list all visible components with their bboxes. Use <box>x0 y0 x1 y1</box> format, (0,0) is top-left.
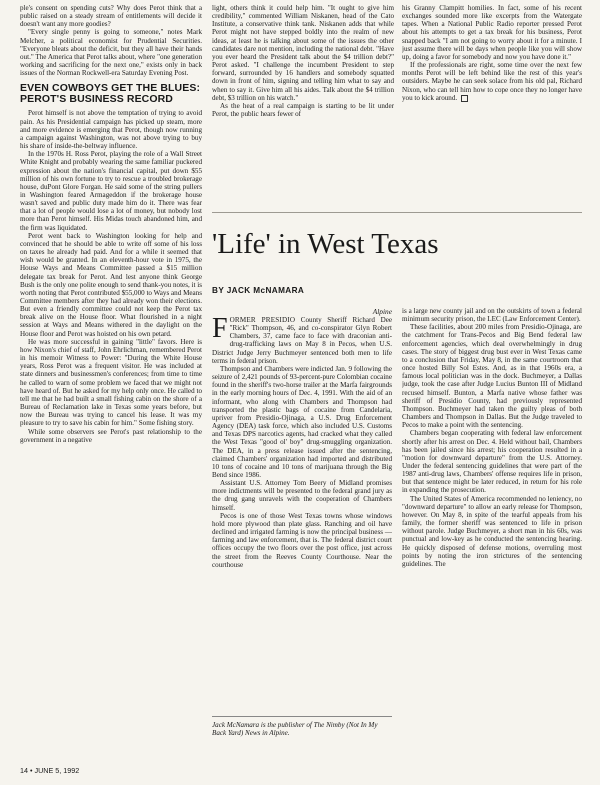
col5-para-0: is a large new county jail and on the outskirts of town a federal minimum security prison, the LEC (Law Enforcement Center). <box>402 307 582 324</box>
col1-para-3: In the 1970s H. Ross Perot, playing the role of a Wall Street White Knight and probably wearing the same familiar puckered expression about the nation's financial capital, put down $55 million of his own fortune to try to rescue a troubled brokerage house, duPont Glore Forgan. He said some of the string pullers in Washington feared Armageddon if the brokerage house wasn't saved and public duty made him do it. There was fear that a lot of people would lose a lot of money, but nobody lost more than Perot himself. His Midas touch abandoned him, and the firm was liquidated. <box>20 150 202 232</box>
col1-para-5: He was more successful in gaining "little" favors. Here is how Nixon's chief of staff, John Ehrlichman, remembered Perot in his memoir Witness to Power: "During the White House years, Ross Perot was a frequent visitor. He was included at state dinners and businessmen's conferences; from time to time he called to warn of some problem we faced that we might not have heard of. But he asked for my help only once. He called to tell me that he had built a small fishing cabin on the shore of a Bureau of Reclamation lake in Texas some years before, but now the Bureau was trying to cancel his lease. It was my pleasure to try to save his cabin for him." Some fishing story. <box>20 337 202 428</box>
bio-divider <box>212 716 392 717</box>
col2-para-0: light, others think it could help him. "It ought to give him credibility," commented William Niskanen, head of the Cato Institute, a conservative think tank. Niskanen adds that while Perot might not have stepped boldly into the realm of new ideas, at least he is talking about some of the issues the other candidates dare not mention, including the national debt. "Have you ever heard the President talk about the $4 trillion debt?" Perot asked. "I challenge the incumbent President to step forward, surrounded by 16 handlers and somebody squatted down in front of him, signing and telling him what to say and when to say it. Give him all his aides. Talk about the $4 trillion debt, $3 trillion on his watch." <box>212 4 394 102</box>
byline: BY JACK McNAMARA <box>212 286 305 295</box>
col1-para-6: While some observers see Perot's past relationship to the government in a negative <box>20 427 202 444</box>
column-4 <box>212 316 392 716</box>
col3-para-1: If the professionals are right, some time over the next few months Perot will be left behind like the rest of this year's outsiders. Maybe he can seek solace from his old pal, Richard Nixon, who can tell him how to cope once they no longer have you to kick around. <box>402 61 582 102</box>
col1-para-2: Perot himself is not above the temptation of trying to avoid pain. As his Presidential campaign has picked up steam, more and more evidence is emerging that Perot, though now running a campaign against Washington, was not above trying to buy his share of inside-the-beltway influence. <box>20 109 202 151</box>
col1-para-1: "Every single penny is going to someone," notes Mark Melcher, a political economist for Prudential Securities. "Everyone bleats about the deficit, but they all have their hands out." The America that Perot talks about, where "one generation working and sacrificing for the next one," exists only in back issues of the Norman Rockwell-era Saturday Evening Post. <box>20 28 202 78</box>
lead-caps: ORMER PRESIDIO <box>229 316 296 324</box>
col1-para-4: Perot went back to Washington looking for help and convinced that he should be able to write off some of his loss on taxes he already had paid. And for a while it seemed that wish would be granted. In an eleventh-hour vote in 1975, the House Ways and Means Committee passed a $15 million delegate tax break for Perot. And lest anyone think George Bush is the only one polite enough to send thank-you notes, it is worth noting that Perot contributed $55,000 to Ways and Means Committee members after they had already won their elections. But even a friendly committee could not keep the Perot tax break alive on the House floor. What flourished in a night session at Ways and Means withered in the daylight on the House floor and Perot was hoisted on his own petard. <box>20 231 202 338</box>
drop-cap: F <box>212 316 228 344</box>
lead-paragraph <box>212 316 392 365</box>
column-3 <box>402 4 582 199</box>
col5-para-3: The United States of America recommended no leniency, no "downward departure" to allow an early release for Thompson, however. On May 8, in spite of the tearful appeals from his family, the former sheriff was sentenced to life in prison without parole. Judge Buchmeyer, a short man in his 60s, was punctual and low-key as he conducted the sentencing hearing. He quickly disposed of defense motions, overruling most points by noting the iron strictures of the sentencing guidelines. The <box>402 494 582 568</box>
col3-para-0: his Granny Clampitt homilies. In fact, some of his recent exchanges sounded more like excerpts from the Watergate tapes. When a National Public Radio reporter pressed Perot about his attempts to get a tax break for his business, Perot snapped back "I am not going to worry about it for a minute. I just assume there will be days when people like you will show up, doing a favor for somebody and now you have done it." <box>402 4 582 61</box>
column-2 <box>212 4 394 199</box>
col4-para-2: Pecos is one of those West Texas towns whose windows hold more plywood than plate glass. Ranching and oil have declined and irrigated farming is now the principal business — farming and law enforcement, that is. The federal district court offices occupy the two floors over the post office, just across the street from the Reeves County Courthouse. Near the courthouse <box>212 511 392 569</box>
lead-text: County Sheriff Richard Dee "Rick" Thompson, 46, and co-conspirator Glyn Robert Chambers, 37, came face to face with draconian anti-drug-trafficking laws on May 8 in Pecos, when U.S. District Judge Jerry Buchmeyer sentenced both men to life terms in federal prison. <box>212 316 392 365</box>
col5-para-2: Chambers began cooperating with federal law enforcement shortly after his arrest on Dec. 4. Held without bail, Chambers has been jailed since his arrest; his cooperation resulted in a "motion for downward departure" from the U.S. Attorney. Under the federal sentencing guidelines that were part of the 1987 anti-drug laws, Chambers' offense requires life in prison, but that sentence might be later reduced, in return for his role in expanding the prosecution. <box>402 429 582 495</box>
end-mark-icon <box>461 95 468 102</box>
col2-para-1: As the heat of a real campaign is starting to be lit under Perot, the public hears fewer of <box>212 101 394 119</box>
col1-para-0: ple's consent on spending cuts? Why does Perot think that a public raised on a steady stream of entitlements will decide it doesn't want any more goodies? <box>20 4 202 29</box>
page-folio: 14 • JUNE 5, 1992 <box>20 766 80 775</box>
col4-para-0: Thompson and Chambers were indicted Jan. 9 following the seizure of 2,421 pounds of 93-percent-pure Colombian cocaine found in the sheriff's two-horse trailer at the Marfa fairgrounds in the early morning hours of Dec. 4, 1991. With the aid of an informant, who along with Chambers and Thompson had transported the plastic bags of cocaine from Candelaria, upriver from Presidio-Ojinaga, a U.S. Drug Enforcement Agency (DEA) task force, which also included U.S. Customs and Texas DPS narcotics agents, had cracked what they called the West Texas "good ol' boy" drug-smuggling organization. The DEA, in a press release issued after the sentencing, claimed Chambers' organization had imported and distributed 10 tons of cocaine and 10 tons of marijuana through the Big Bend since 1986. <box>212 364 392 479</box>
article-title: 'Life' in West Texas <box>212 228 439 260</box>
column-1 <box>20 4 202 734</box>
section-divider <box>212 212 582 213</box>
section-heading: EVEN COWBOYS GET THE BLUES: PEROT'S BUSINESS RECORD <box>20 82 201 106</box>
column-5 <box>402 307 582 779</box>
author-bio: Jack McNamara is the publisher of The Nimby (Not In My Back Yard) News in Alpine. <box>212 721 378 738</box>
col4-para-1: Assistant U.S. Attorney Tom Beery of Midland promises more indictments will be presented to the federal grand jury as the drug gang unravels with the cooperation of Chambers himself. <box>212 479 392 512</box>
col5-para-1: These facilities, about 200 miles from Presidio-Ojinaga, are the catchment for Trans-Pecos and Big Bend federal law enforcement agencies, which deal overwhelmingly in drug cases. The story of biggest drug bust ever in West Texas came to a conclusion that Friday, May 8, in the same courtroom that once hosted Billy Sol Estes. And, as in that 1960s era, a famous local politician was in the dock. Buchmeyer, a Dallas judge, took the case after Judge Lucius Bunton III of Midland recused himself. Bunton, a Marfa native whose father was sheriff of Presidio County, had previously represented Thompson. Buchmeyer had taken the guilty pleas of both Chambers and Thompson in Dallas. But the Judge traveled to Pecos to make a point with the sentencing. <box>402 323 582 430</box>
dateline: Alpine <box>372 307 392 316</box>
